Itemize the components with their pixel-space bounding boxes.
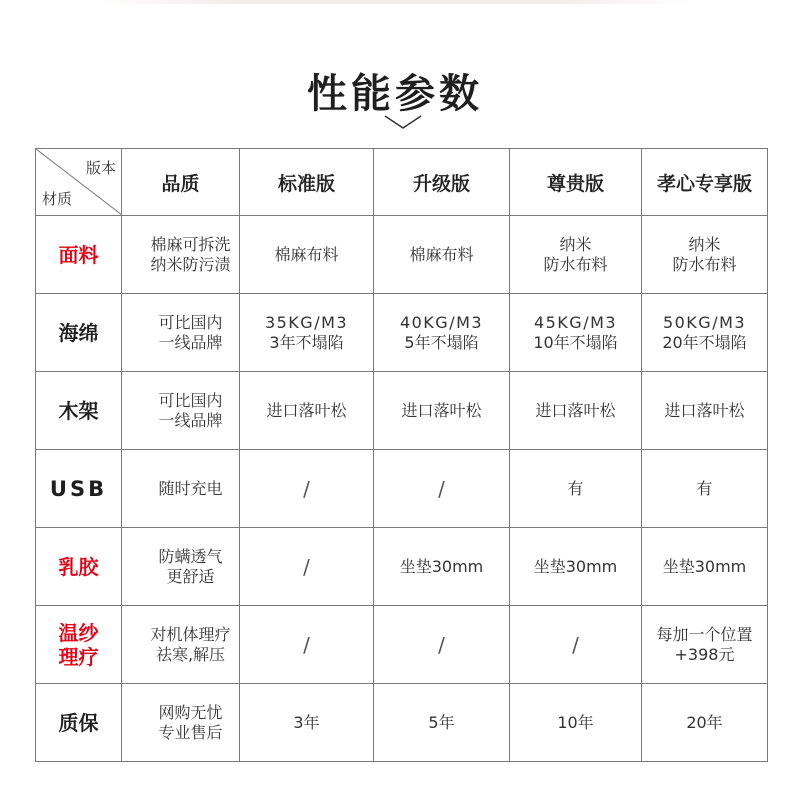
value-cell xyxy=(374,372,510,450)
quality-line: 对机体理疗 xyxy=(150,624,231,644)
table-row xyxy=(36,372,768,450)
value-cell: / xyxy=(374,450,510,528)
value-line: 坐垫30mm xyxy=(662,556,747,576)
value-cell: / xyxy=(240,606,374,684)
header-filial: 孝心专享版 xyxy=(642,149,768,216)
table-row xyxy=(36,450,768,528)
table-row xyxy=(36,294,768,372)
value-cell xyxy=(642,372,768,450)
header-standard: 标准版 xyxy=(240,149,374,216)
row-label-fabric: 面料 xyxy=(36,216,122,294)
value-line: 防水布料 xyxy=(672,254,737,274)
value-cell xyxy=(642,450,768,528)
value-line: 35KG/M3 xyxy=(264,312,349,332)
value-line: 坐垫30mm xyxy=(533,556,618,576)
value-cell: / xyxy=(240,528,374,606)
corner-label-material: 材质 xyxy=(42,190,73,208)
value-line: 每加一个位置 xyxy=(656,624,753,644)
table-header-row xyxy=(36,149,768,216)
quality-cell xyxy=(122,294,240,372)
quality-line: 祛寒,解压 xyxy=(155,644,226,664)
value-cell xyxy=(642,294,768,372)
value-cell xyxy=(374,528,510,606)
value-line: 10年不塌陷 xyxy=(533,332,618,352)
quality-line: 棉麻可拆洗 xyxy=(150,234,231,254)
value-line: 纳米 xyxy=(688,234,721,254)
quality-line: 随时充电 xyxy=(158,478,223,498)
value-line: 进口落叶松 xyxy=(535,400,616,420)
value-cell xyxy=(240,372,374,450)
chevron-down-icon xyxy=(383,114,423,130)
value-cell xyxy=(374,684,510,762)
quality-cell xyxy=(122,216,240,294)
value-cell xyxy=(510,450,642,528)
corner-cell xyxy=(36,149,122,216)
spec-table xyxy=(35,148,768,762)
value-cell xyxy=(510,294,642,372)
quality-line: 网购无忧 xyxy=(158,702,223,722)
quality-cell xyxy=(122,372,240,450)
value-cell xyxy=(642,606,768,684)
value-line: 20年 xyxy=(686,712,723,732)
value-cell xyxy=(374,294,510,372)
corner-label-version: 版本 xyxy=(85,159,116,177)
table-row xyxy=(36,528,768,606)
quality-line: 纳米防污渍 xyxy=(150,254,231,274)
value-line: 棉麻布料 xyxy=(274,244,339,264)
value-line: +398元 xyxy=(674,644,735,664)
value-cell xyxy=(374,216,510,294)
value-cell xyxy=(510,372,642,450)
value-line: 进口落叶松 xyxy=(664,400,745,420)
value-cell: / xyxy=(510,606,642,684)
value-line: 3年不塌陷 xyxy=(269,332,344,352)
quality-cell xyxy=(122,684,240,762)
row-label-warranty: 质保 xyxy=(36,684,122,762)
value-line: 5年 xyxy=(428,712,455,732)
row-label-therapy xyxy=(36,606,122,684)
table-row xyxy=(36,216,768,294)
table-row xyxy=(36,606,768,684)
quality-line: 可比国内 xyxy=(158,390,223,410)
value-line: 3年 xyxy=(293,712,320,732)
quality-cell xyxy=(122,606,240,684)
value-line: 进口落叶松 xyxy=(266,400,347,420)
value-line: 45KG/M3 xyxy=(533,312,618,332)
quality-line: 一线品牌 xyxy=(158,410,223,430)
header-quality: 品质 xyxy=(122,149,240,216)
value-cell xyxy=(642,216,768,294)
page-title: 性能参数 xyxy=(307,71,483,117)
top-decor-bar xyxy=(0,0,790,4)
quality-cell xyxy=(122,450,240,528)
value-line: 坐垫30mm xyxy=(399,556,484,576)
value-line: 10年 xyxy=(557,712,594,732)
value-cell xyxy=(510,216,642,294)
value-cell xyxy=(510,684,642,762)
row-label-line: 理疗 xyxy=(58,644,99,669)
row-label-sponge: 海绵 xyxy=(36,294,122,372)
value-cell: / xyxy=(240,450,374,528)
quality-line: 专业售后 xyxy=(158,722,223,742)
value-cell xyxy=(642,528,768,606)
value-cell xyxy=(510,528,642,606)
value-cell xyxy=(240,216,374,294)
value-cell xyxy=(240,684,374,762)
row-label-usb: USB xyxy=(36,450,122,528)
value-line: 纳米 xyxy=(559,234,592,254)
value-line: 40KG/M3 xyxy=(399,312,484,332)
value-line: 棉麻布料 xyxy=(409,244,474,264)
value-cell: / xyxy=(374,606,510,684)
quality-line: 一线品牌 xyxy=(158,332,223,352)
value-cell xyxy=(642,684,768,762)
value-line: 有 xyxy=(567,478,584,498)
table-row xyxy=(36,684,768,762)
quality-line: 防螨透气 xyxy=(158,546,223,566)
value-line: 20年不塌陷 xyxy=(662,332,747,352)
value-line: 5年不塌陷 xyxy=(404,332,479,352)
row-label-line: 温纱 xyxy=(58,620,99,645)
quality-cell xyxy=(122,528,240,606)
row-label-latex: 乳胶 xyxy=(36,528,122,606)
header-premium: 尊贵版 xyxy=(510,149,642,216)
quality-line: 可比国内 xyxy=(158,312,223,332)
quality-line: 更舒适 xyxy=(166,566,215,586)
value-line: 有 xyxy=(696,478,713,498)
row-label-frame: 木架 xyxy=(36,372,122,450)
value-line: 50KG/M3 xyxy=(662,312,747,332)
value-cell xyxy=(240,294,374,372)
value-line: 进口落叶松 xyxy=(401,400,482,420)
header-upgrade: 升级版 xyxy=(374,149,510,216)
value-line: 防水布料 xyxy=(543,254,608,274)
